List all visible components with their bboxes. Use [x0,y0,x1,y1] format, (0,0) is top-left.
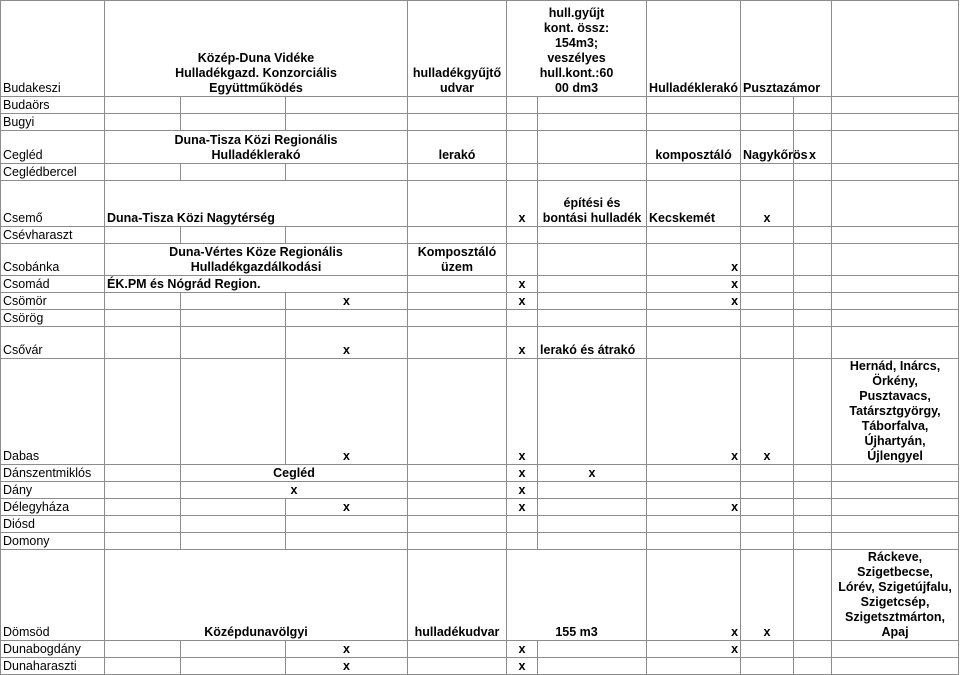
town-cell: Cegléd [1,131,105,164]
town-cell: Budakeszi [1,1,105,97]
table-row [1,227,959,244]
mark-cell: x [507,181,538,227]
town-cell: Csobánka [1,244,105,276]
facility-cell: Komposztáló üzem [408,244,507,276]
table-row [1,244,959,276]
table-row [1,533,959,550]
note-cell [832,1,959,97]
mark-cell: x [507,293,538,310]
capacity-cell: hull.gyűjt kont. össz: 154m3; veszélyes hull.kont.:60 00 dm3 [507,1,647,97]
mark-cell: x [741,359,794,465]
table-row [1,276,959,293]
mark-cell: x [647,244,741,276]
town-cell: Délegyháza [1,499,105,516]
table-row [1,499,959,516]
town-cell: Csemő [1,181,105,227]
capacity-cell: 155 m3 [507,550,647,641]
mark-cell: x [286,499,408,516]
mark-cell: x [647,293,741,310]
table-row [1,327,959,359]
operator-cell: Duna-Vértes Köze Regionális Hulladékgazdálkodási [105,244,408,276]
type-cell: komposztáló [647,131,741,164]
table-row [1,516,959,533]
operator-cell: Duna-Tisza Közi Nagytérség [105,181,408,227]
town-cell: Bugyi [1,114,105,131]
table-row [1,114,959,131]
mark-cell: x [286,658,408,675]
mark-cell: x [794,131,832,164]
mark-cell: x [286,359,408,465]
facility-cell: hulladékudvar [408,550,507,641]
mark-cell: x [647,641,741,658]
mark-cell: x [507,482,538,499]
town-cell: Csörög [1,310,105,327]
table-row [1,550,959,641]
table-row [1,482,959,499]
mark-cell: x [181,482,408,499]
mark-cell: x [507,465,538,482]
mark-cell: x [647,499,741,516]
operator-cell: Cegléd [181,465,408,482]
town-cell: Ceglédbercel [1,164,105,181]
facility-cell: hulladékgyűjtő udvar [408,1,507,97]
town-cell: Diósd [1,516,105,533]
mark-cell: x [286,327,408,359]
town-cell: Dunabogdány [1,641,105,658]
mark-cell: x [507,658,538,675]
table-row [1,131,959,164]
site-cell: Nagykőrös [741,131,794,164]
operator-cell: Középdunavölgyi [105,550,408,641]
mark-cell: x [507,359,538,465]
town-cell: Budaörs [1,97,105,114]
mark-cell: x [507,641,538,658]
mark-cell: x [647,550,741,641]
facility-cell: lerakó [408,131,507,164]
type-cell: Hulladéklerakó [647,1,741,97]
table-row [1,359,959,465]
mark-cell: x [507,276,538,293]
table-row [1,641,959,658]
operator-cell: Duna-Tisza Közi Regionális Hulladéklerakó [105,131,408,164]
mark-cell: x [538,465,647,482]
site-cell: Kecskemét [647,181,741,227]
mark-cell: x [507,499,538,516]
town-cell: Dánszentmiklós [1,465,105,482]
mark-cell: x [741,181,794,227]
town-cell: Dabas [1,359,105,465]
town-cell: Csővár [1,327,105,359]
table-row [1,181,959,227]
table-row [1,658,959,675]
town-cell: Domony [1,533,105,550]
table-row [1,293,959,310]
town-cell: Csévharaszt [1,227,105,244]
town-cell: Dány [1,482,105,499]
mark-cell: x [647,276,741,293]
mark-cell: x [507,327,538,359]
town-cell: Csomád [1,276,105,293]
mark-cell: x [286,293,408,310]
type-cell: építési és bontási hulladék [538,181,647,227]
type-cell: lerakó és átrakó [538,327,647,359]
note-cell: Hernád, Inárcs, Örkény, Pusztavacs, Tatársztgyörgy, Táborfalva, Újhartyán, Újlengyel [832,359,959,465]
mark-cell: x [647,359,741,465]
note-cell: Ráckeve, Szigetbecse, Lórév, Szigetújfalu, Szigetcsép, Szigetsztmárton, Apaj [832,550,959,641]
town-cell: Dunaharaszti [1,658,105,675]
site-cell: Pusztazámor [741,1,832,97]
operator-cell: ÉK.PM és Nógrád Region. [105,276,408,293]
town-cell: Dömsöd [1,550,105,641]
mark-cell: x [741,550,794,641]
table-row [1,1,959,97]
operator-cell: Közép-Duna Vidéke Hulladékgazd. Konzorciális Együttműködés [105,1,408,97]
table-row [1,310,959,327]
town-cell: Csömör [1,293,105,310]
mark-cell: x [286,641,408,658]
table-row [1,164,959,181]
table-row [1,465,959,482]
table-row [1,97,959,114]
